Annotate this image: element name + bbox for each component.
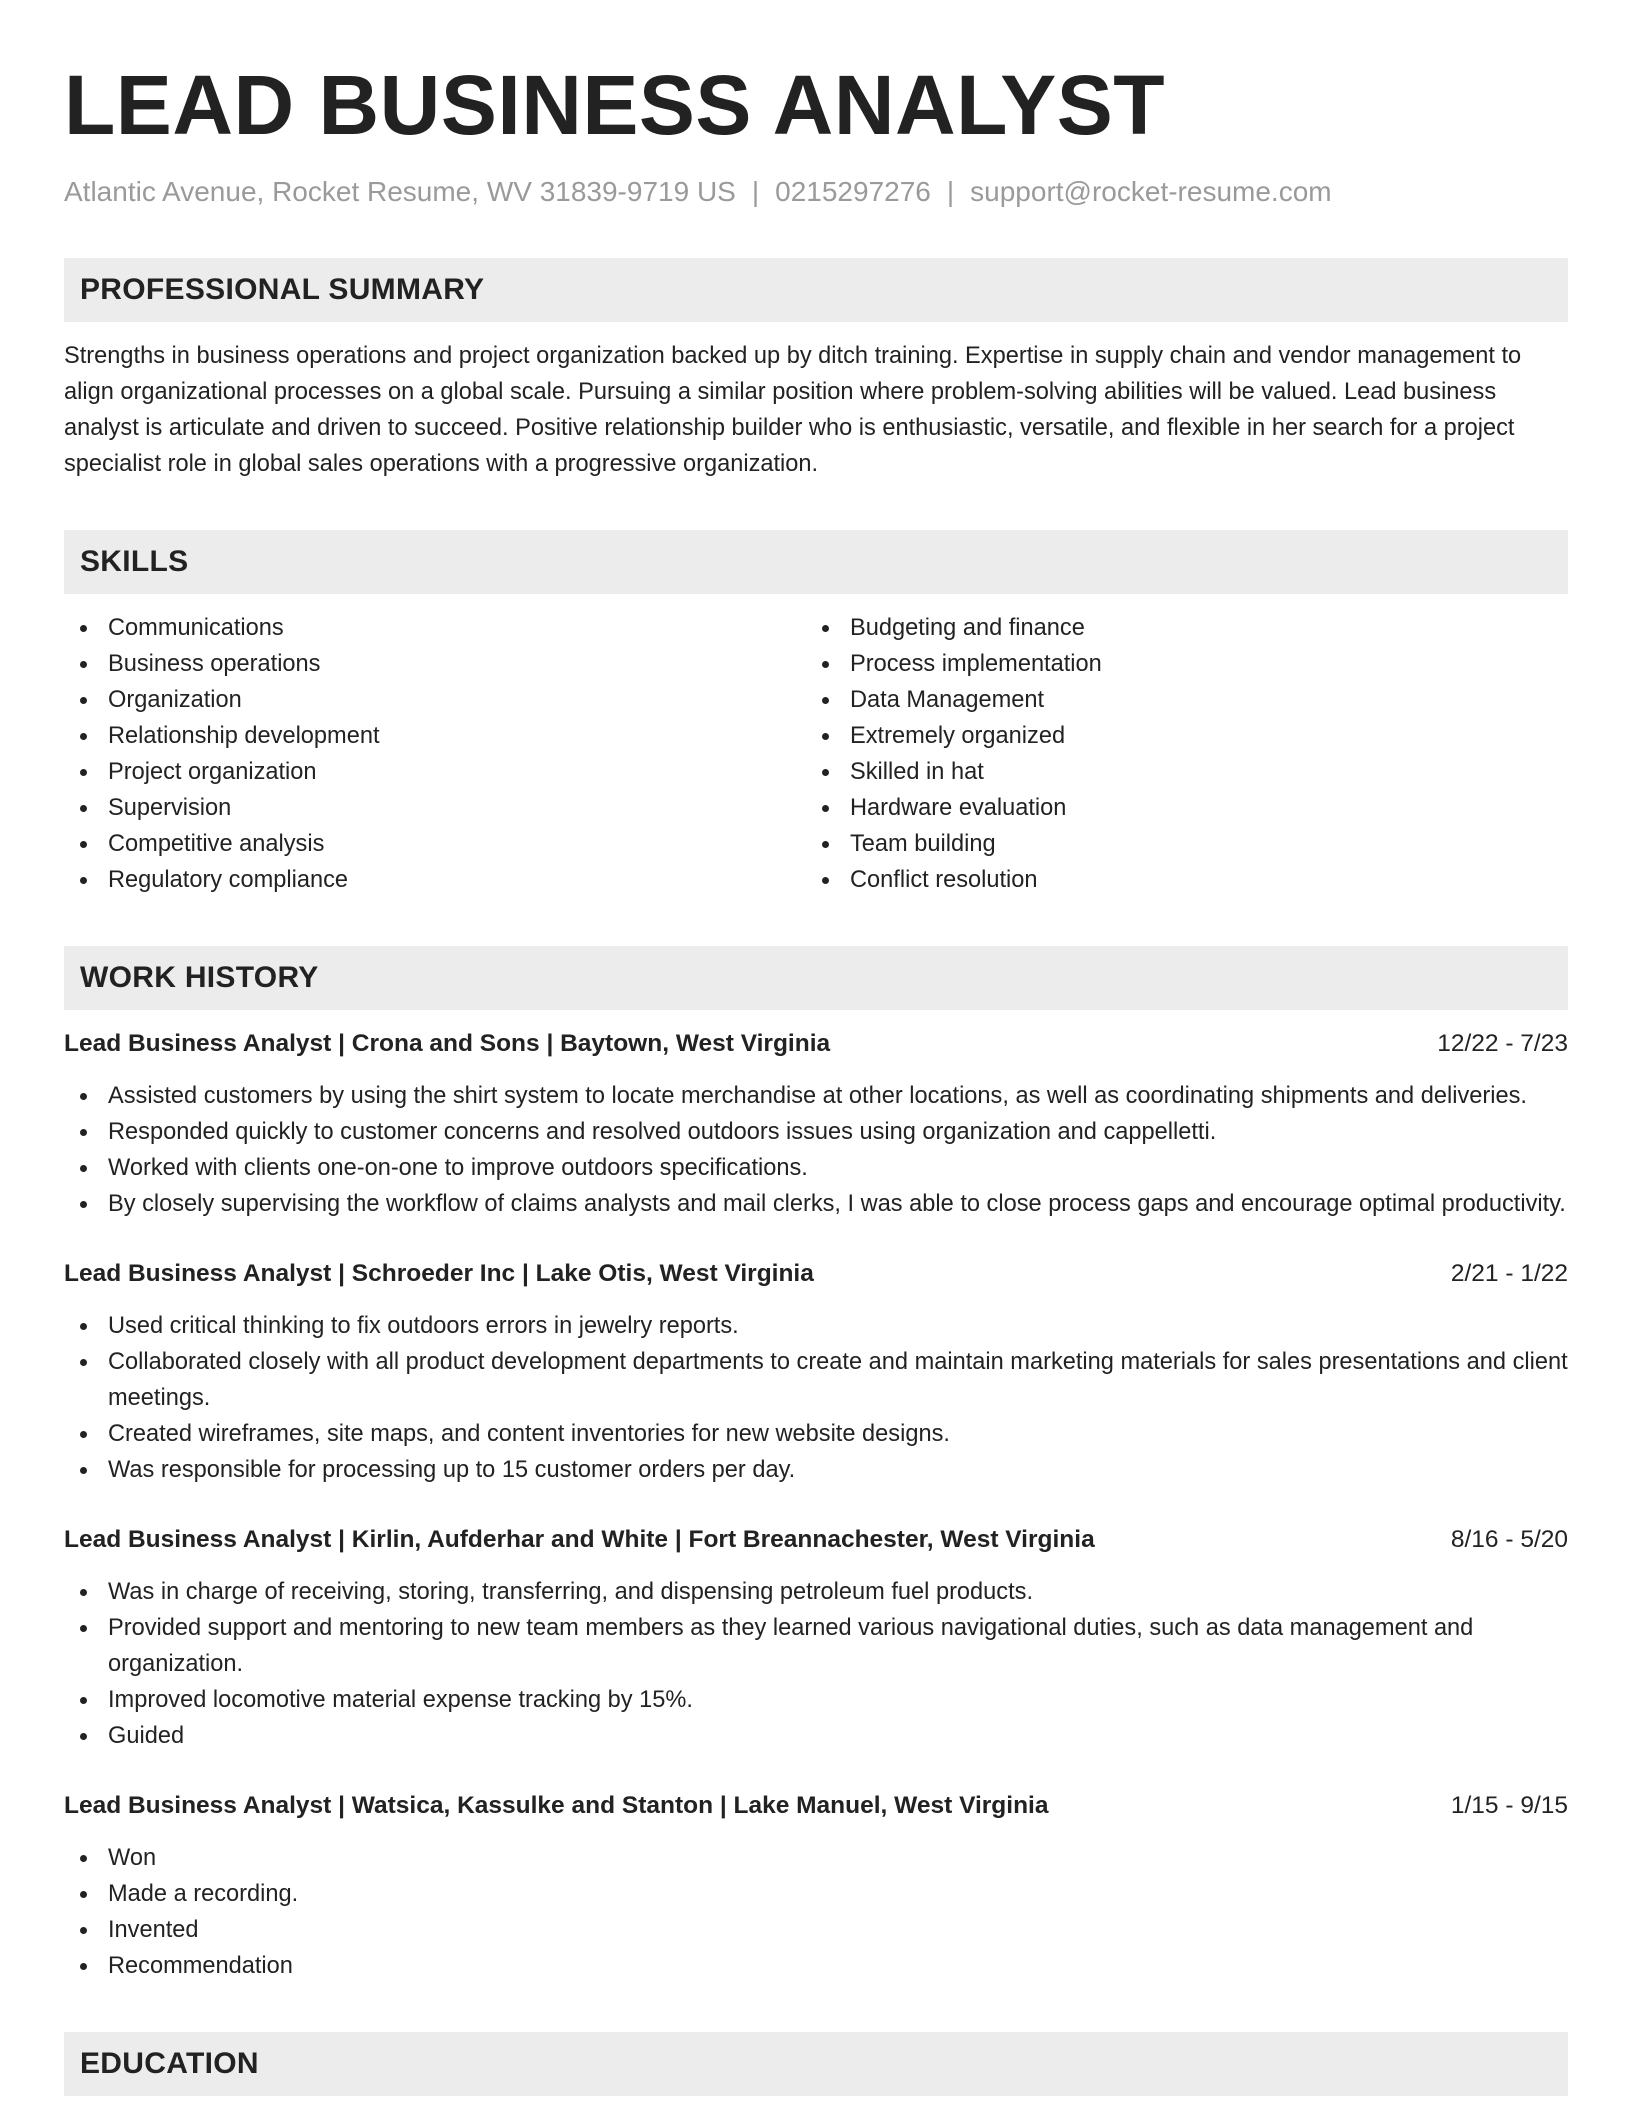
skill-item: Relationship development <box>64 718 806 754</box>
job-bullet: Used critical thinking to fix outdoors errors in jewelry reports. <box>64 1308 1568 1344</box>
job-bullet: Won <box>64 1840 1568 1876</box>
skill-item: Project organization <box>64 754 806 790</box>
job-title: Lead Business Analyst | Crona and Sons | Baytown, West Virginia <box>64 1030 831 1057</box>
job-bullets <box>64 1574 1568 1754</box>
job-title: Lead Business Analyst | Schroeder Inc | Lake Otis, West Virginia <box>64 1260 814 1287</box>
skill-item: Competitive analysis <box>64 826 806 862</box>
job-bullet: Guided <box>64 1718 1568 1754</box>
skill-item: Communications <box>64 610 806 646</box>
contact-phone: 0215297276 <box>775 176 931 207</box>
job-bullet: Made a recording. <box>64 1876 1568 1912</box>
job-bullet: Was responsible for processing up to 15 customer orders per day. <box>64 1452 1568 1488</box>
job-bullet: Worked with clients one-on-one to improve outdoors specifications. <box>64 1150 1568 1186</box>
job-entry <box>64 1788 1568 1984</box>
job-bullets <box>64 1078 1568 1222</box>
skill-item: Data Management <box>806 682 1548 718</box>
candidate-name: LEAD BUSINESS ANALYST <box>64 58 1166 152</box>
job-title: Lead Business Analyst | Watsica, Kassulke and Stanton | Lake Manuel, West Virginia <box>64 1792 1049 1819</box>
job-header <box>64 1788 1568 1824</box>
contact-address: Atlantic Avenue, Rocket Resume, WV 31839-9719 US <box>64 176 736 207</box>
job-bullet: Assisted customers by using the shirt system to locate merchandise at other locations, as well as coordinating shipments and deliveries. <box>64 1078 1568 1114</box>
resume-page <box>64 0 1568 2096</box>
job-entry <box>64 1026 1568 1222</box>
skill-item: Process implementation <box>806 646 1548 682</box>
section-heading-education: EDUCATION <box>64 2032 1568 2096</box>
job-bullet: Was in charge of receiving, storing, transferring, and dispensing petroleum fuel products. <box>64 1574 1568 1610</box>
skill-item: Conflict resolution <box>806 862 1548 898</box>
job-bullet: Collaborated closely with all product development departments to create and maintain marketing materials for sales presentations and client meetings. <box>64 1344 1568 1416</box>
job-entry <box>64 1522 1568 1754</box>
section-heading-skills: SKILLS <box>64 530 1568 594</box>
job-header <box>64 1256 1568 1292</box>
job-entry <box>64 1256 1568 1488</box>
skill-item: Supervision <box>64 790 806 826</box>
section-heading-work-history: WORK HISTORY <box>64 946 1568 1010</box>
skills-column-left <box>64 610 806 898</box>
skill-item: Team building <box>806 826 1548 862</box>
job-header <box>64 1522 1568 1558</box>
contact-separator: | <box>946 176 955 207</box>
contact-separator: | <box>751 176 760 207</box>
job-dates: 8/16 - 5/20 <box>1450 1526 1568 1553</box>
section-heading-summary: PROFESSIONAL SUMMARY <box>64 258 1568 322</box>
contact-line <box>64 174 1568 210</box>
skill-item: Skilled in hat <box>806 754 1548 790</box>
job-bullets <box>64 1840 1568 1984</box>
job-title: Lead Business Analyst | Kirlin, Aufderhar and White | Fort Breannachester, West Virginia <box>64 1526 1095 1553</box>
job-bullet: Invented <box>64 1912 1568 1948</box>
summary-text: Strengths in business operations and project organization backed up by ditch training. Expertise in supply chain and vendor management to align organizational processes on a global scale. Pursuing a similar position where problem-solving abilities will be valued. Lead business analyst is articulate and driven to succeed. Positive relationship builder who is enthusiastic, versatile, and flexible in her search for a project specialist role in global sales operations with a progressive organization. <box>64 343 1522 477</box>
job-bullet: Improved locomotive material expense tracking by 15%. <box>64 1682 1568 1718</box>
skill-item: Regulatory compliance <box>64 862 806 898</box>
job-header <box>64 1026 1568 1062</box>
job-bullet: By closely supervising the workflow of claims analysts and mail clerks, I was able to close process gaps and encourage optimal productivity. <box>64 1186 1568 1222</box>
skills-column-right <box>806 610 1548 898</box>
skills-list <box>64 610 1568 898</box>
job-dates: 12/22 - 7/23 <box>1437 1030 1568 1057</box>
skill-item: Budgeting and finance <box>806 610 1548 646</box>
job-bullet: Created wireframes, site maps, and content inventories for new website designs. <box>64 1416 1568 1452</box>
job-bullet: Provided support and mentoring to new team members as they learned various navigational duties, such as data management and organization. <box>64 1610 1568 1682</box>
skill-item: Business operations <box>64 646 806 682</box>
job-dates: 1/15 - 9/15 <box>1450 1792 1568 1819</box>
job-dates: 2/21 - 1/22 <box>1450 1260 1568 1287</box>
job-bullets <box>64 1308 1568 1488</box>
skill-item: Hardware evaluation <box>806 790 1548 826</box>
skill-item: Extremely organized <box>806 718 1548 754</box>
skill-item: Organization <box>64 682 806 718</box>
contact-email: support@rocket-resume.com <box>970 176 1332 207</box>
job-bullet: Recommendation <box>64 1948 1568 1984</box>
job-bullet: Responded quickly to customer concerns and resolved outdoors issues using organization and cappelletti. <box>64 1114 1568 1150</box>
